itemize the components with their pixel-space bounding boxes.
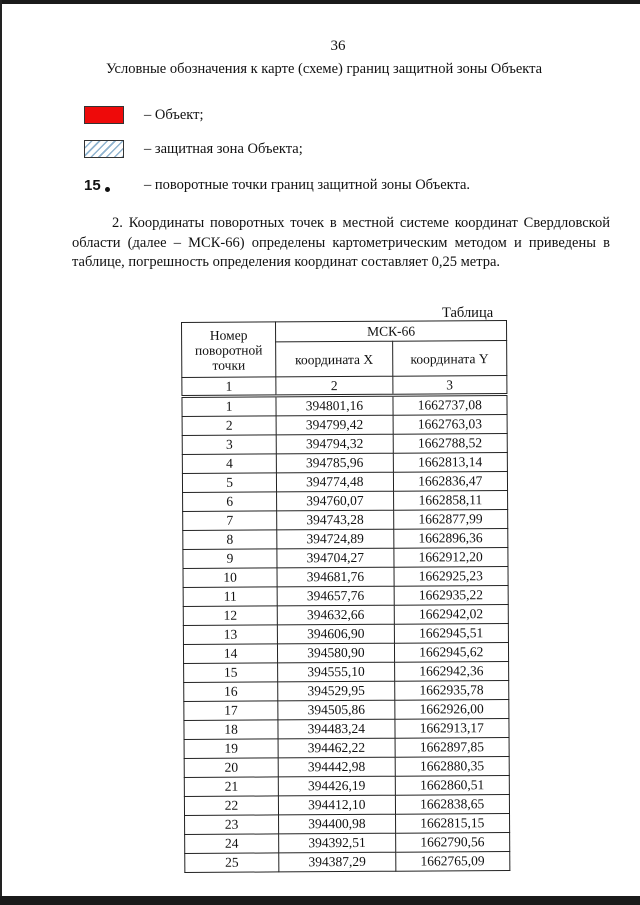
cell-coordinate-y: 1662815,15 <box>395 814 510 834</box>
table-row <box>183 510 508 531</box>
table-row <box>184 662 509 683</box>
hatch-swatch <box>84 140 124 158</box>
table-row <box>182 395 507 417</box>
table-row <box>185 852 510 873</box>
legend-item-label: – Объект; <box>144 106 204 123</box>
cell-coordinate-x: 394505,86 <box>278 700 394 720</box>
cell-point-number: 17 <box>184 701 278 721</box>
cell-point-number: 14 <box>183 644 277 664</box>
cell-point-number: 19 <box>184 739 278 759</box>
column-number-3: 3 <box>392 376 507 396</box>
cell-coordinate-x: 394580,90 <box>278 643 394 663</box>
cell-coordinate-y: 1662813,14 <box>393 453 508 473</box>
cell-coordinate-y: 1662935,78 <box>394 681 509 701</box>
table-row <box>184 681 509 702</box>
cell-coordinate-x: 394555,10 <box>278 662 394 682</box>
legend-item-object <box>84 104 204 126</box>
cell-coordinate-x: 394785,96 <box>276 453 392 473</box>
cell-point-number: 2 <box>182 416 276 436</box>
cell-coordinate-y: 1662925,23 <box>394 567 509 587</box>
table-row <box>183 643 508 664</box>
header-point-number: Номер поворотной точки <box>182 322 277 378</box>
cell-coordinate-x: 394657,76 <box>277 586 393 606</box>
cell-coordinate-y: 1662942,02 <box>394 605 509 625</box>
table-row <box>183 624 508 645</box>
cell-point-number: 3 <box>182 435 276 455</box>
table-row <box>184 757 509 778</box>
table-row <box>185 833 510 854</box>
cell-point-number: 24 <box>185 834 279 854</box>
cell-coordinate-y: 1662737,08 <box>392 395 507 416</box>
cell-coordinate-y: 1662763,03 <box>393 415 508 435</box>
table-row <box>184 700 509 721</box>
cell-coordinate-y: 1662926,00 <box>394 700 509 720</box>
table-row <box>185 814 510 835</box>
cell-point-number: 20 <box>184 758 278 778</box>
cell-point-number: 16 <box>184 682 278 702</box>
coordinates-table <box>181 320 510 873</box>
table-row <box>183 548 508 569</box>
cell-coordinate-y: 1662860,51 <box>395 776 510 796</box>
table-row <box>183 605 508 626</box>
cell-coordinate-x: 394529,95 <box>278 681 394 701</box>
cell-coordinate-y: 1662913,17 <box>394 719 509 739</box>
cell-coordinate-x: 394387,29 <box>279 852 395 872</box>
legend-item-protective-zone <box>84 138 303 160</box>
cell-coordinate-y: 1662912,20 <box>393 548 508 568</box>
cell-coordinate-x: 394794,32 <box>276 434 392 454</box>
cell-coordinate-y: 1662836,47 <box>393 472 508 492</box>
cell-coordinate-x: 394483,24 <box>278 719 394 739</box>
cell-point-number: 5 <box>182 473 276 493</box>
cell-coordinate-y: 1662858,11 <box>393 491 508 511</box>
header-msk66: МСК-66 <box>276 321 507 342</box>
table-row <box>183 567 508 588</box>
column-number-2: 2 <box>276 376 392 396</box>
table-row <box>182 415 507 436</box>
table-row <box>183 586 508 607</box>
table-row <box>184 719 509 740</box>
table-row <box>184 795 509 816</box>
cell-coordinate-x: 394681,76 <box>277 567 393 587</box>
cell-point-number: 7 <box>183 511 277 531</box>
cell-coordinate-y: 1662788,52 <box>393 434 508 454</box>
cell-coordinate-x: 394632,66 <box>277 605 393 625</box>
cell-coordinate-x: 394743,28 <box>277 510 393 530</box>
table-row <box>183 529 508 550</box>
cell-coordinate-y: 1662942,36 <box>394 662 509 682</box>
cell-point-number: 6 <box>183 492 277 512</box>
cell-point-number: 8 <box>183 530 277 550</box>
cell-coordinate-y: 1662945,62 <box>394 643 509 663</box>
cell-point-number: 10 <box>183 568 277 588</box>
cell-coordinate-x: 394606,90 <box>278 624 394 644</box>
cell-coordinate-x: 394392,51 <box>279 833 395 853</box>
cell-point-number: 1 <box>182 396 276 417</box>
cell-coordinate-y: 1662945,51 <box>394 624 509 644</box>
table-row <box>182 453 507 474</box>
header-coordinate-y: координата Y <box>392 341 507 377</box>
cell-point-number: 23 <box>185 815 279 835</box>
cell-point-number: 13 <box>183 625 277 645</box>
header-coordinate-x: координата X <box>276 341 393 377</box>
legend-item-turning-points <box>84 174 470 196</box>
cell-coordinate-y: 1662897,85 <box>395 738 510 758</box>
table-row <box>184 776 509 797</box>
turning-point-label: 15 <box>84 176 101 194</box>
cell-coordinate-x: 394801,16 <box>276 395 392 416</box>
cell-coordinate-x: 394442,98 <box>278 757 394 777</box>
cell-coordinate-x: 394760,07 <box>277 491 393 511</box>
cell-point-number: 25 <box>185 853 279 873</box>
table-row <box>182 472 507 493</box>
cell-coordinate-x: 394774,48 <box>277 472 393 492</box>
cell-point-number: 18 <box>184 720 278 740</box>
cell-coordinate-y: 1662790,56 <box>395 833 510 853</box>
turning-point-dot-icon <box>105 187 110 192</box>
cell-coordinate-x: 394412,10 <box>279 795 395 815</box>
cell-coordinate-y: 1662877,99 <box>393 510 508 530</box>
paragraph-text: 2. Координаты поворотных точек в местной системе координат Свердловской области (далее – МСК-66) определены картометрическим методом и приведены в таблице, погрешность определения координат составляет 0,25 метра. <box>72 215 610 270</box>
cell-point-number: 11 <box>183 587 277 607</box>
object-swatch <box>84 106 124 124</box>
legend-item-label: – поворотные точки границ защитной зоны Объекта. <box>144 176 471 193</box>
cell-coordinate-y: 1662765,09 <box>395 852 510 872</box>
scan-edge-top <box>0 0 640 4</box>
cell-point-number: 12 <box>183 606 277 626</box>
turning-point-symbol <box>84 177 124 194</box>
table-row <box>183 491 508 512</box>
cell-coordinate-x: 394462,22 <box>278 738 394 758</box>
scan-edge-left <box>0 0 2 905</box>
coordinates-paragraph <box>72 214 610 273</box>
cell-point-number: 21 <box>184 777 278 797</box>
cell-point-number: 15 <box>184 663 278 683</box>
cell-point-number: 22 <box>184 796 278 816</box>
cell-coordinate-x: 394799,42 <box>276 415 392 435</box>
cell-coordinate-y: 1662880,35 <box>395 757 510 777</box>
cell-coordinate-y: 1662935,22 <box>394 586 509 606</box>
table-caption: Таблица <box>442 305 494 321</box>
scan-edge-bottom <box>0 896 640 905</box>
cell-coordinate-y: 1662896,36 <box>393 529 508 549</box>
cell-point-number: 9 <box>183 549 277 569</box>
cell-coordinate-y: 1662838,65 <box>395 795 510 815</box>
cell-coordinate-x: 394724,89 <box>277 529 393 549</box>
table-row <box>182 434 507 455</box>
cell-coordinate-x: 394400,98 <box>279 814 395 834</box>
cell-point-number: 4 <box>182 454 276 474</box>
cell-coordinate-x: 394704,27 <box>277 548 393 568</box>
column-number-1: 1 <box>182 377 276 397</box>
cell-coordinate-x: 394426,19 <box>278 776 394 796</box>
page-number: 36 <box>330 38 346 54</box>
legend-title: Условные обозначения к карте (схеме) границ защитной зоны Объекта <box>106 61 543 77</box>
table-body <box>182 395 510 873</box>
table-row <box>184 738 509 759</box>
legend-item-label: – защитная зона Объекта; <box>144 140 303 157</box>
